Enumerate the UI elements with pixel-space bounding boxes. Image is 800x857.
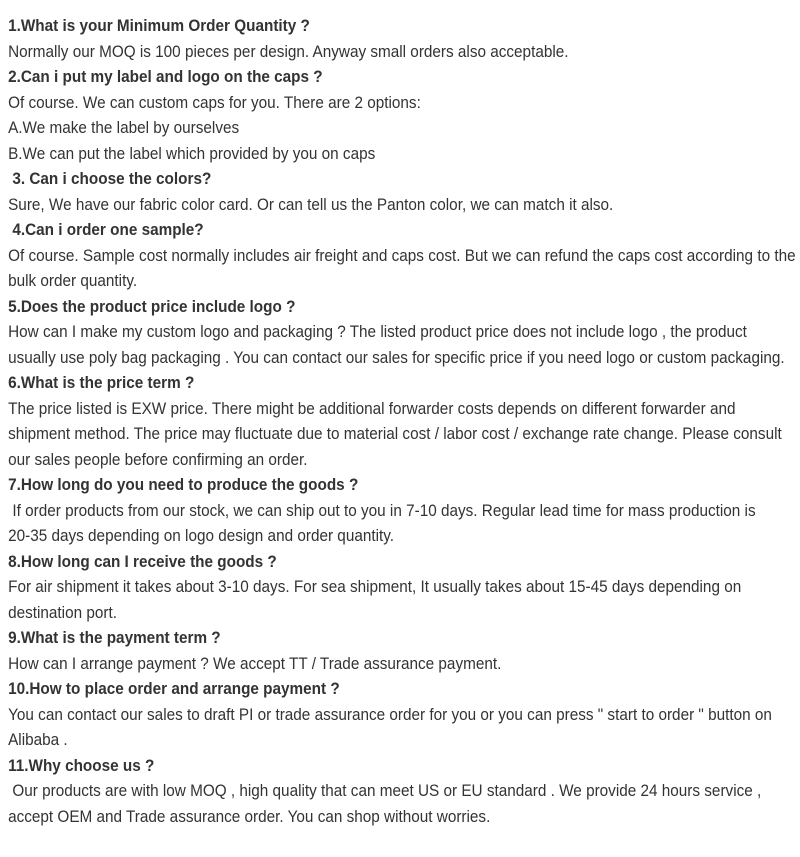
faq-item xyxy=(8,676,796,753)
faq-answer-line: our sales people before confirming an order. xyxy=(8,449,308,469)
faq-answer-line: 20-35 days depending on logo design and order quantity. xyxy=(8,526,395,545)
faq-answer-line: usually use poly bag packaging . You can contact our sales for specific price if you need logo or custom packaging. xyxy=(8,347,785,367)
faq-answer-line: bulk order quantity. xyxy=(8,271,138,290)
faq-answer xyxy=(8,651,796,677)
faq-question: 2.Can i put my label and logo on the caps ? xyxy=(8,67,323,86)
faq-item xyxy=(8,472,796,549)
faq-item xyxy=(8,217,796,294)
faq-item xyxy=(8,370,796,472)
faq-item xyxy=(8,294,796,371)
faq-question: 1.What is your Minimum Order Quantity ? xyxy=(8,16,310,35)
faq-answer-line: Sure, We have our fabric color card. Or can tell us the Panton color, we can match it also. xyxy=(8,194,614,214)
faq-item xyxy=(8,166,796,217)
faq-answer-line: B.We can put the label which provided by you on caps xyxy=(8,143,376,163)
faq-answer xyxy=(8,192,796,218)
faq-answer-line: Of course. We can custom caps for you. There are 2 options: xyxy=(8,92,421,112)
faq-answer xyxy=(8,574,796,625)
faq-answer-line: How can I make my custom logo and packaging ? The listed product price does not include logo , the product xyxy=(8,322,747,341)
faq-answer-line: Of course. Sample cost normally includes air freight and caps cost. But we can refund the caps cost according to the xyxy=(8,245,796,265)
faq-question: 8.How long can I receive the goods ? xyxy=(8,551,277,571)
faq-item xyxy=(8,64,796,166)
faq-item xyxy=(8,549,796,626)
faq-answer xyxy=(8,396,796,473)
faq-question: 5.Does the product price include logo ? xyxy=(8,296,296,316)
faq-answer-line: The price listed is EXW price. There might be additional forwarder costs depends on different forwarder and xyxy=(8,398,736,418)
faq-item xyxy=(8,13,796,64)
faq-question: 3. Can i choose the colors? xyxy=(8,169,212,188)
faq-question: 10.How to place order and arrange payment ? xyxy=(8,679,340,698)
faq-answer xyxy=(8,498,796,549)
faq-answer xyxy=(8,243,796,294)
faq-list xyxy=(8,13,796,829)
faq-answer-line: shipment method. The price may fluctuate due to material cost / labor cost / exchange rate change. Please consult xyxy=(8,424,782,443)
faq-answer-line: You can contact our sales to draft PI or trade assurance order for you or you can press " start to order " button on xyxy=(8,704,772,724)
faq-question: 9.What is the payment term ? xyxy=(8,628,221,647)
faq-answer-line: If order products from our stock, we can ship out to you in 7-10 days. Regular lead time for mass production is xyxy=(8,500,756,520)
faq-answer-line: Alibaba . xyxy=(8,730,68,749)
faq-answer xyxy=(8,319,796,370)
faq-answer-line: accept OEM and Trade assurance order. You can shop without worries. xyxy=(8,806,491,826)
faq-answer xyxy=(8,90,796,167)
faq-question: 6.What is the price term ? xyxy=(8,373,195,392)
faq-answer xyxy=(8,39,796,65)
faq-question: 11.Why choose us ? xyxy=(8,755,155,775)
faq-answer-line: Normally our MOQ is 100 pieces per design. Anyway small orders also acceptable. xyxy=(8,41,569,61)
faq-item xyxy=(8,753,796,830)
faq-answer-line: For air shipment it takes about 3-10 days. For sea shipment, It usually takes about 15-45 days depending on xyxy=(8,577,742,596)
faq-answer-line: Our products are with low MOQ , high quality that can meet US or EU standard . We provide 24 hours service , xyxy=(8,781,762,800)
faq-answer-line: How can I arrange payment ? We accept TT / Trade assurance payment. xyxy=(8,653,502,673)
faq-answer-line: A.We make the label by ourselves xyxy=(8,118,240,137)
faq-question: 4.Can i order one sample? xyxy=(8,220,204,239)
faq-answer xyxy=(8,702,796,753)
faq-item xyxy=(8,625,796,676)
faq-answer xyxy=(8,778,796,829)
faq-question: 7.How long do you need to produce the goods ? xyxy=(8,475,359,494)
faq-answer-line: destination port. xyxy=(8,602,117,622)
